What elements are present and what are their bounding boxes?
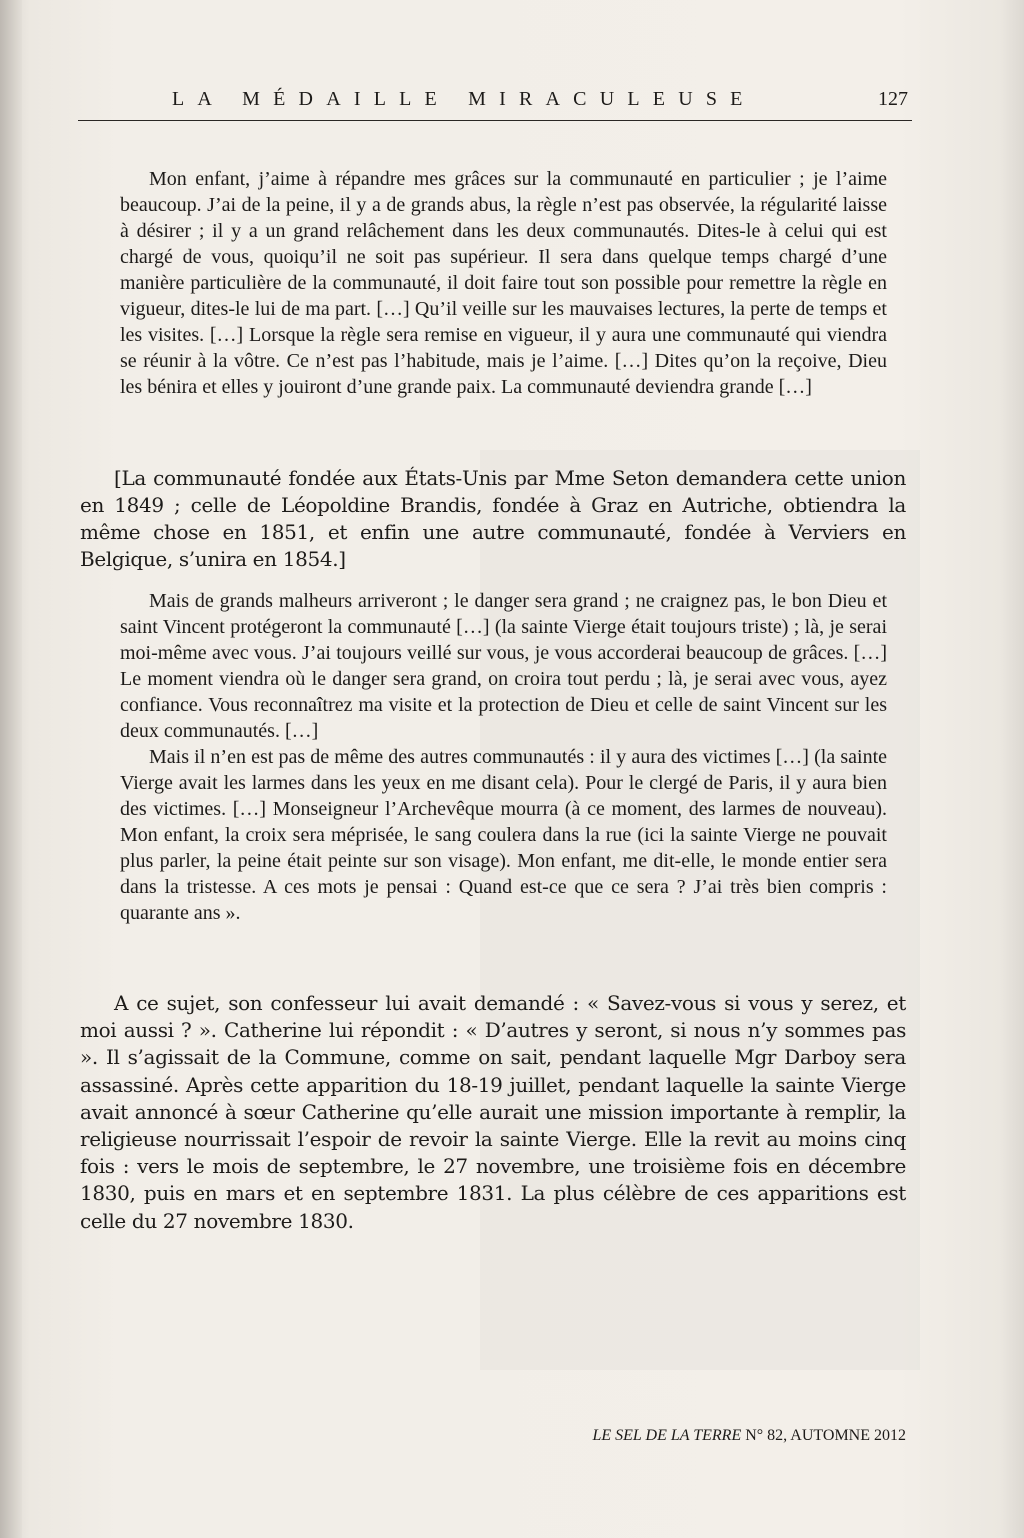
editorial-note-text: [La communauté fondée aux États-Unis par Mme Seton demandera cette union en 1849 ; celle de Léopoldine Brandis, fondée à Graz en Autriche, obtiendra la même chose en 1851, et enfin une autre communauté, fondée à Verviers en Belgique, s’unira en 1854.]: [80, 466, 906, 571]
body-paragraph-block: [80, 990, 906, 1235]
quotation-block-2: [120, 588, 887, 926]
body-paragraph: A ce sujet, son confesseur lui avait demandé : « Savez-vous si vous y serez, et moi aussi ? ». Catherine lui répondit : « D’autres y seront, si nous n’y sommes pas ». Il s’agissait de la Commune, comme on sait, pendant laquelle Mgr Darboy sera assassiné. Après cette apparition du 18-19 juillet, pendant laquelle la sainte Vierge avait annoncé à sœur Catherine qu’elle aurait une mission importante à remplir, la religieuse nourrissait l’espoir de revoir la sainte Vierge. Elle la revit au moins cinq fois : vers le mois de septembre, le 27 novembre, une troisième fois en décembre 1830, puis en mars et en septembre 1831. La plus célèbre de ces apparitions est celle du 27 novembre 1830.: [80, 991, 906, 1233]
running-title: LA MÉDAILLE MIRACULEUSE: [172, 88, 756, 110]
running-header: [78, 84, 912, 121]
quotation-paragraph: Mais il n’en est pas de même des autres communautés : il y aura des victimes […] (la sainte Vierge avait les larmes dans les yeux en me disant cela). Pour le clergé de Paris, il y aura bien des victimes. […] Monseigneur l’Archevêque mourra (à ce moment, des larmes de nouveau). Mon enfant, la croix sera méprisée, le sang coulera dans la rue (ici la sainte Vierge ne pouvait plus parler, la peine était peinte sur son visage). Mon enfant, me dit-elle, le monde entier sera dans la tristesse. A ces mots je pensai : Quand est-ce que ce sera ? J’ai très bien compris : quarante ans ».: [120, 746, 887, 924]
quotation-paragraph: Mais de grands malheurs arriveront ; le danger sera grand ; ne craignez pas, le bon Dieu et saint Vincent protégeront la communauté […] (la sainte Vierge était toujours triste) ; là, je serai moi-même avec vous. J’ai toujours veillé sur vous, je vous accorderai beaucoup de grâces. […] Le moment viendra où le danger sera grand, on croira tout perdu ; là, je serai avec vous, ayez confiance. Vous reconnaîtrez ma visite et la protection de Dieu et celle de saint Vincent sur les deux communautés. […]: [120, 590, 887, 742]
journal-title: LE SEL DE LA TERRE: [592, 1427, 742, 1444]
journal-issue: N° 82, AUTOMNE 2012: [741, 1427, 906, 1444]
quotation-paragraph: Mon enfant, j’aime à répandre mes grâces sur la communauté en particulier ; je l’aime beaucoup. J’ai de la peine, il y a de grands abus, la règle n’est pas observée, la régularité laisse à désirer ; il y a un grand relâchement dans les deux communautés. Dites-le à celui qui est chargé de vous, quoiqu’il ne soit pas supérieur. Il sera dans quelque temps chargé d’une manière particulière de la communauté, il doit faire tout son possible pour remettre la règle en vigueur, dites-le lui de ma part. […] Qu’il veille sur les mauvaises lectures, la perte de temps et les visites. […] Lorsque la règle sera remise en vigueur, il y aura une communauté qui viendra se réunir à la vôtre. Ce n’est pas l’habitude, mais je l’aime. […] Dites qu’on la reçoive, Dieu les bénira et elles y jouiront d’une grande paix. La communauté deviendra grande […]: [120, 168, 887, 398]
page-number: 127: [878, 88, 908, 110]
quotation-block-1: [120, 166, 887, 400]
running-footer: [592, 1427, 906, 1445]
page-spine-shadow: [0, 0, 22, 1538]
editorial-note: [80, 465, 906, 573]
